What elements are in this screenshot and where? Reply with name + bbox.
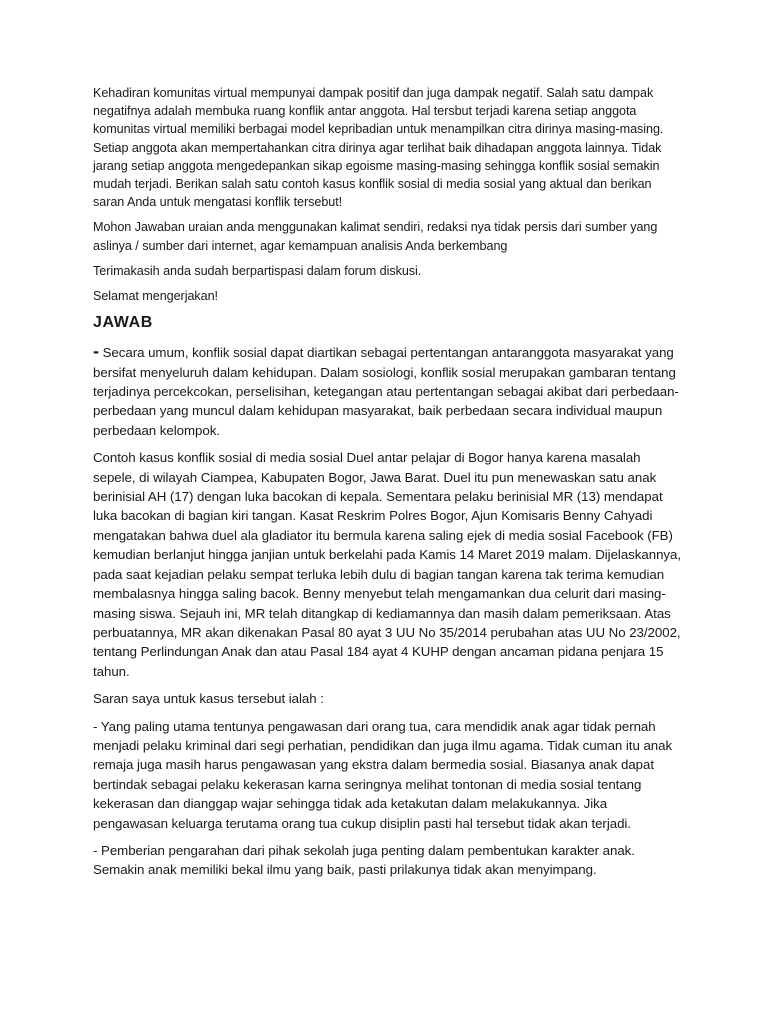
suggestion-school: - Pemberian pengarahan dari pihak sekolah juga penting dalam pembentukan karakter anak. Semakin anak memiliki bekal ilmu yang baik, pasti prilakunya tidak akan menyimpang.: [93, 842, 635, 878]
question-paragraph: Kehadiran komunitas virtual mempunyai dampak positif dan juga dampak negatif. Salah satu dampak negatifnya adalah membuka ruang konflik antar anggota. Hal tersbut terjadi karena setiap anggota komunitas virtual memiliki berbagai model kepribadian untuk menampilkan citra dirinya masing-masing. Setiap anggota akan mempertahankan citra dirinya agar terlihat baik dihadapan anggota lainnya. Tidak jarang setiap anggota mengedepankan sikap egoisme masing-masing sehingga konflik sosial semakin mudah terjadi. Berikan salah satu contoh kasus konflik sosial di media sosial yang aktual dan berikan saran Anda untuk mengatasi konflik tersebut!: [93, 86, 664, 210]
instruction-paragraph: Mohon Jawaban uraian anda menggunakan kalimat sendiri, redaksi nya tidak persis dari sumber yang aslinya / sumber dari internet, agar kemampuan analisis Anda berkembang: [93, 220, 658, 253]
suggestion-intro: Saran saya untuk kasus tersebut ialah :: [93, 691, 324, 707]
question-section: [93, 84, 683, 305]
answer-heading: JAWAB: [93, 314, 153, 332]
document-page: [93, 84, 683, 888]
definition-text: Secara umum, konflik sosial dapat diartikan sebagai pertentangan antaranggota masyarakat yang bersifat menyeluruh dalam kehidupan. Dalam sosiologi, konflik sosial merupakan gambaran tentang terjadinya percekcokan, perselisihan, ketegangan atau pertentangan sebagai akibat dari perbedaan-perbedaan yang muncul dalam kehidupan masyarakat, baik perbedaan secara individual maupun perbedaan kelompok.: [93, 345, 679, 438]
closing-paragraph: Selamat mengerjakan!: [93, 289, 219, 304]
suggestion-parental: - Yang paling utama tentunya pengawasan dari orang tua, cara mendidik anak agar tidak pernah menjadi pelaku kriminal dari segi perhatian, pendidikan dan juga ilmu agama. Tidak cuman itu anak remaja juga masih harus pengawasan yang ekstra dalam bermedia sosial. Biasanya anak dapat bertindak sebagai pelaku kekerasan karna seringnya melihat tontonan di media sosial tentang kekerasan dan dianggap wajar sehingga tidak ada ketakutan dalam melakukannya. Jika pengawasan keluarga terutama orang tua cukup disiplin pasti hal tersebut tidak akan terjadi.: [93, 718, 673, 831]
definition-paragraph: [93, 342, 683, 440]
definition-dash: -: [93, 341, 99, 362]
answer-section: [93, 342, 683, 880]
thanks-paragraph: Terimakasih anda sudah berpartispasi dalam forum diskusi.: [93, 263, 422, 278]
example-paragraph: Contoh kasus konflik sosial di media sosial Duel antar pelajar di Bogor hanya karena masalah sepele, di wilayah Ciampea, Kabupaten Bogor, Jawa Barat. Duel itu pun menewaskan satu anak berinisial AH (17) dengan luka bacokan di kepala. Sementara pelaku berinisial MR (13) mendapat luka bacokan di bagian kiri tangan. Kasat Reskrim Polres Bogor, Ajun Komisaris Benny Cahyadi mengatakan bahwa duel ala gladiator itu bermula karena saling ejek di media sosial Facebook (FB) kemudian berlanjut hingga janjian untuk berkelahi pada Kamis 14 Maret 2019 malam. Dijelaskannya, pada saat kejadian pelaku sempat terluka lebih dulu di bagian tangan karena tak terima kemudian membalasnya hingga saling bacok. Benny menyebut telah mengamankan dua celurit dari masing-masing siswa. Sejauh ini, MR telah ditangkap di kediamannya dan masih dalam pemeriksaan. Atas perbuatannya, MR akan dikenakan Pasal 80 ayat 3 UU No 35/2014 perubahan atas UU No 23/2002, tentang Perlindungan Anak dan atau Pasal 184 ayat 4 KUHP dengan ancaman pidana penjara 15 tahun.: [93, 450, 682, 679]
